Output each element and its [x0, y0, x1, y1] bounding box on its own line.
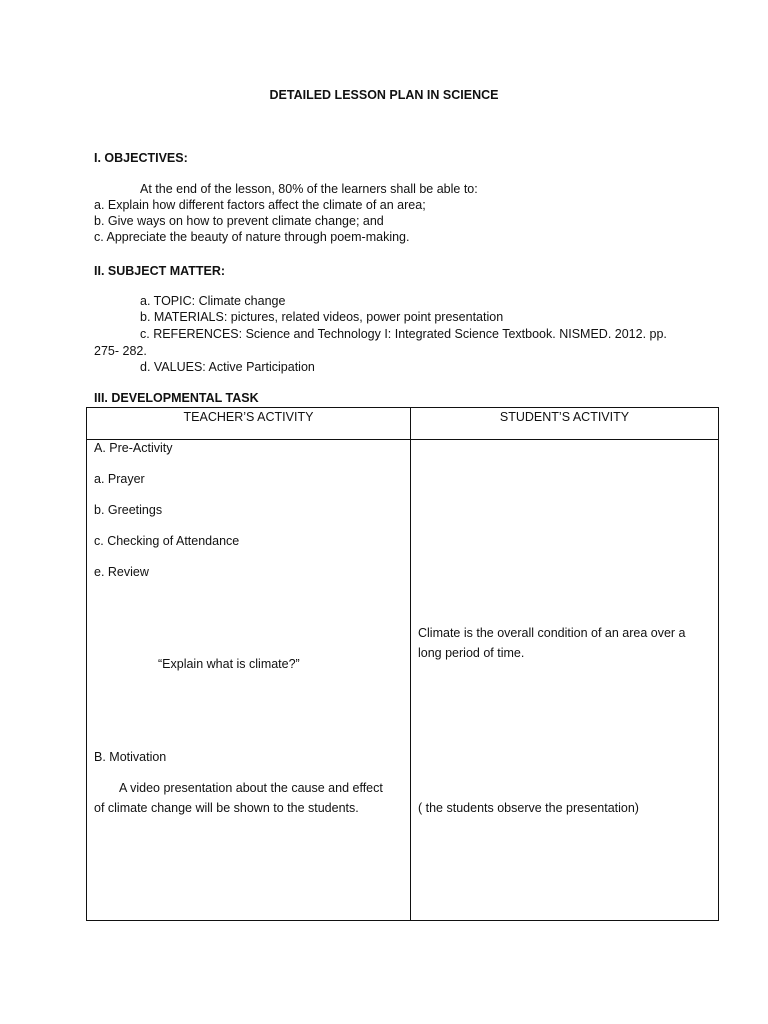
teacher-activity-header: TEACHER’S ACTIVITY [183, 410, 314, 424]
subject-materials: b. MATERIALS: pictures, related videos, power point presentation [140, 310, 504, 324]
observe-response: ( the students observe the presentation) [418, 801, 639, 815]
climate-question: “Explain what is climate?” [158, 657, 300, 671]
climate-answer-line-1: Climate is the overall condition of an area over a [418, 626, 686, 640]
objectives-intro: At the end of the lesson, 80% of the learners shall be able to: [140, 182, 478, 196]
objective-item: b. Give ways on how to prevent climate change; and [94, 214, 384, 228]
climate-answer-line-2: long period of time. [418, 646, 525, 660]
objectives-heading: I. OBJECTIVES: [94, 151, 188, 165]
attendance-label: c. Checking of Attendance [94, 534, 240, 548]
student-activity-header: STUDENT’S ACTIVITY [499, 410, 630, 424]
review-label: e. Review [94, 565, 149, 579]
document-title: DETAILED LESSON PLAN IN SCIENCE [269, 88, 499, 102]
motivation-text-line-2: of climate change will be shown to the students. [94, 801, 359, 815]
column-divider [410, 408, 411, 920]
header-divider [87, 439, 718, 440]
subject-references: c. REFERENCES: Science and Technology I: Integrated Science Textbook. NISMED. 2012. pp. [140, 327, 667, 341]
subject-matter-heading: II. SUBJECT MATTER: [94, 264, 226, 278]
developmental-task-heading: III. DEVELOPMENTAL TASK [94, 391, 259, 405]
motivation-text-line-1: A video presentation about the cause and effect [119, 781, 383, 795]
objective-item: a. Explain how different factors affect the climate of an area; [94, 198, 426, 212]
objective-item: c. Appreciate the beauty of nature through poem-making. [94, 230, 410, 244]
motivation-label: B. Motivation [94, 750, 167, 764]
subject-values: d. VALUES: Active Participation [140, 360, 315, 374]
pre-activity-label: A. Pre-Activity [94, 441, 173, 455]
prayer-label: a. Prayer [94, 472, 145, 486]
subject-topic: a. TOPIC: Climate change [140, 294, 286, 308]
activity-table [86, 407, 719, 921]
subject-references-continued: 275- 282. [94, 344, 147, 358]
greetings-label: b. Greetings [94, 503, 163, 517]
